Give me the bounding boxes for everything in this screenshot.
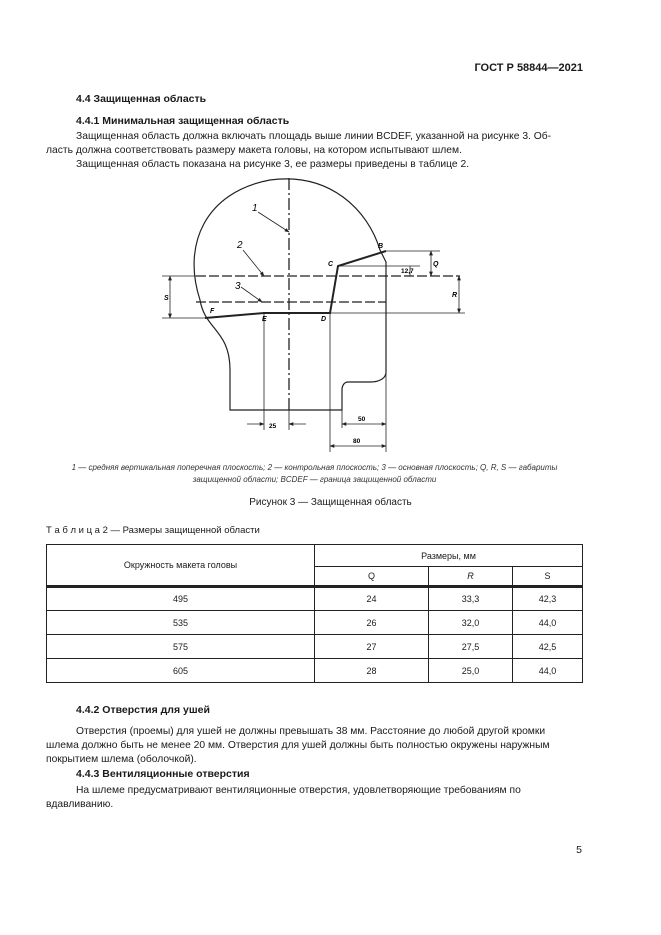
dim-25-label: 25 (269, 423, 277, 430)
dim-12-7-label: 12,7 (401, 268, 414, 275)
table-subhead: S (513, 567, 583, 586)
cell-circumference: 605 (47, 659, 315, 683)
dim-q-label: Q (433, 261, 439, 268)
subsection-heading-4-4-2: 4.4.2 Отверстия для ушей (76, 704, 210, 716)
cell-s: 42,5 (513, 635, 583, 659)
paragraph-line: Защищенная область показана на рисунке 3, ее размеры приведены в таблице 2. (76, 159, 470, 170)
paragraph-line: Отверстия (проемы) для ушей не должны превышать 38 мм. Расстояние до любой другой кромки (76, 726, 546, 737)
table-subhead: R (429, 567, 513, 586)
dim-50-label: 50 (358, 416, 366, 423)
table-head-sizes: Размеры, мм (315, 545, 583, 567)
subsection-heading-4-4-3: 4.4.3 Вентиляционные отверстия (76, 768, 250, 780)
paragraph-line: ласть должна соответствовать размеру макета головы, на котором испытывают шлем. (46, 145, 462, 156)
cell-s: 44,0 (513, 659, 583, 683)
label-1: 1 (252, 203, 258, 214)
cell-q: 28 (315, 659, 429, 683)
dim-s-label: S (164, 295, 169, 302)
cell-s: 42,3 (513, 588, 583, 611)
section-heading: 4.4 Защищенная область (76, 93, 207, 105)
label-2: 2 (237, 240, 243, 251)
point-b-label: B (378, 243, 384, 250)
label-3: 3 (235, 281, 241, 292)
table-title: Т а б л и ц а 2 — Размеры защищенной области (46, 525, 260, 536)
cell-r: 32,0 (429, 611, 513, 635)
document-id: ГОСТ Р 58844—2021 (474, 62, 583, 74)
cell-r: 25,0 (429, 659, 513, 683)
paragraph-line: шлема должно быть не менее 20 мм. Отверстия для ушей должны быть полностью окружены наружным (46, 740, 550, 751)
cell-r: 27,5 (429, 635, 513, 659)
table-row (47, 588, 583, 611)
cell-circumference: 495 (47, 588, 315, 611)
cell-circumference: 535 (47, 611, 315, 635)
table-head-circumference: Окружность макета головы (47, 545, 315, 586)
point-e-label: E (262, 316, 267, 323)
page-number: 5 (576, 844, 582, 856)
point-c-label: C (328, 261, 334, 268)
cell-q: 27 (315, 635, 429, 659)
table-subhead: Q (315, 567, 429, 586)
cell-q: 26 (315, 611, 429, 635)
figure-caption-line: защищенной области; BCDEF — граница защищенной области (192, 475, 437, 484)
paragraph-line: Защищенная область должна включать площадь выше линии BCDEF, указанной на рисунке 3. Об- (76, 131, 552, 142)
cell-circumference: 575 (47, 635, 315, 659)
table-row (47, 635, 583, 659)
table-row (47, 611, 583, 635)
boundary-bcdef (205, 251, 386, 318)
cell-r: 33,3 (429, 588, 513, 611)
dim-80-label: 80 (353, 438, 361, 445)
dim-r-label: R (452, 292, 458, 299)
point-d-label: D (321, 316, 327, 323)
table-row (47, 659, 583, 683)
head-outline (194, 179, 386, 410)
figure-title: Рисунок 3 — Защищенная область (249, 497, 412, 508)
paragraph-line: вдавливанию. (46, 799, 114, 810)
figure-caption-line: 1 — средняя вертикальная поперечная плоскость; 2 — контрольная плоскость; 3 — основная плоскость; Q, R, S — габариты (71, 463, 558, 472)
subsection-heading-4-4-1: 4.4.1 Минимальная защищенная область (76, 115, 290, 127)
paragraph-line: покрытием шлема (оболочкой). (46, 754, 197, 765)
dimensions-table (46, 544, 583, 683)
cell-q: 24 (315, 588, 429, 611)
point-f-label: F (210, 308, 215, 315)
cell-s: 44,0 (513, 611, 583, 635)
paragraph-line: На шлеме предусматривают вентиляционные отверстия, удовлетворяющие требованиям по (76, 785, 521, 796)
